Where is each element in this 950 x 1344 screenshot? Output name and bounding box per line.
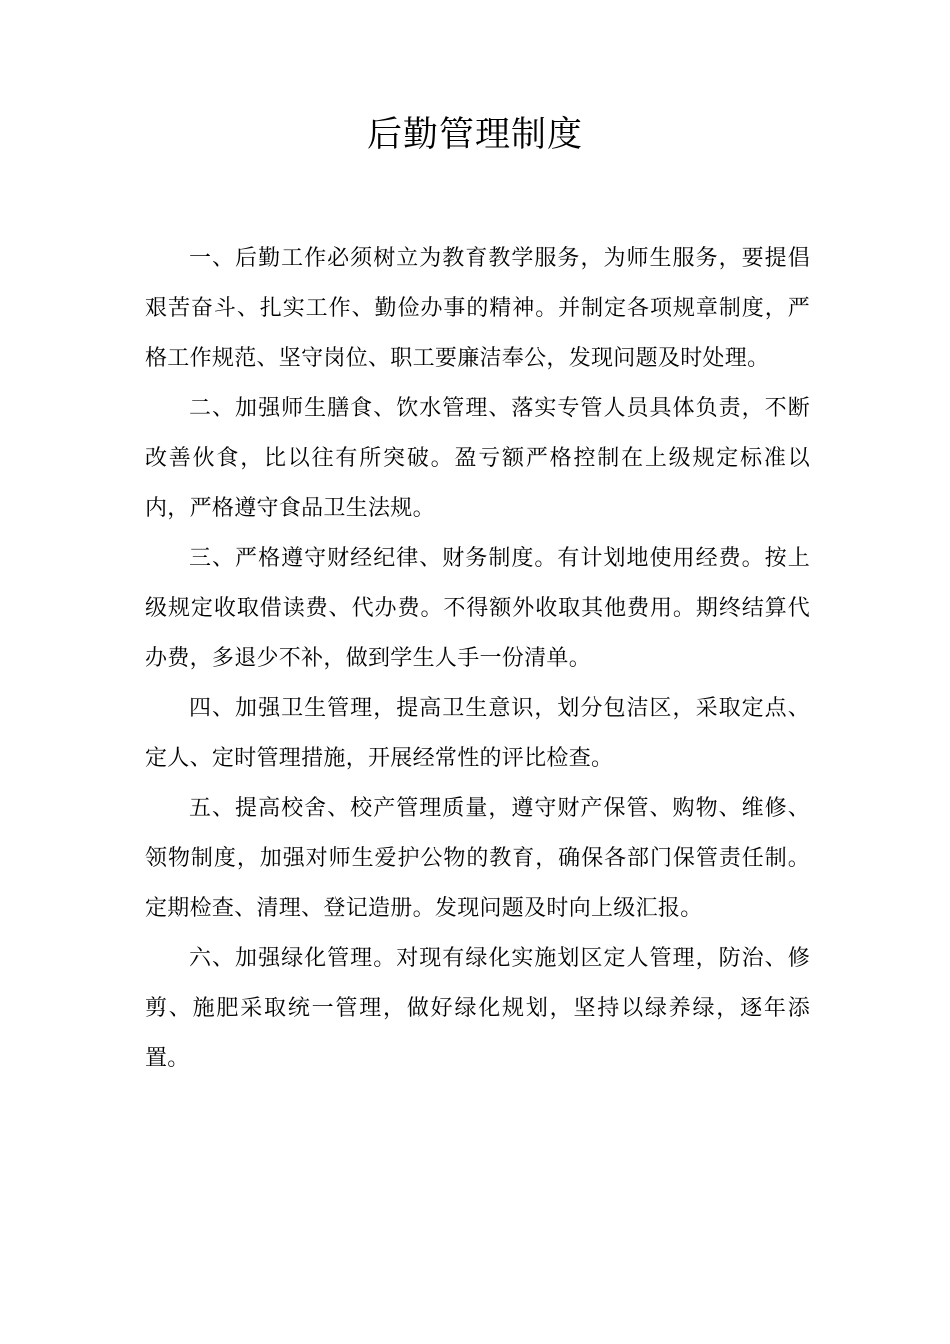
- paragraph-4: 四、加强卫生管理，提高卫生意识，划分包洁区，采取定点、定人、定时管理措施，开展经常性的评比检查。: [145, 696, 810, 771]
- paragraph-2: 二、加强师生膳食、饮水管理、落实专管人员具体负责，不断改善伙食，比以往有所突破。盈亏额严格控制在上级规定标准以内，严格遵守食品卫生法规。: [145, 396, 810, 521]
- paragraph-6: 六、加强绿化管理。对现有绿化实施划区定人管理，防治、修剪、施肥采取统一管理，做好绿化规划，坚持以绿养绿，逐年添置。: [145, 946, 810, 1071]
- paragraph-1: 一、后勤工作必须树立为教育教学服务，为师生服务，要提倡艰苦奋斗、扎实工作、勤俭办事的精神。并制定各项规章制度，严格工作规范、坚守岗位、职工要廉洁奉公，发现问题及时处理。: [145, 246, 810, 371]
- document-body: [145, 234, 810, 1084]
- paragraph-3: 三、严格遵守财经纪律、财务制度。有计划地使用经费。按上级规定收取借读费、代办费。不得额外收取其他费用。期终结算代办费，多退少不补，做到学生人手一份清单。: [145, 546, 810, 671]
- page-title: 后勤管理制度: [366, 115, 583, 155]
- paragraph-5: 五、提高校舍、校产管理质量，遵守财产保管、购物、维修、领物制度，加强对师生爱护公物的教育，确保各部门保管责任制。定期检查、清理、登记造册。发现问题及时向上级汇报。: [145, 796, 810, 921]
